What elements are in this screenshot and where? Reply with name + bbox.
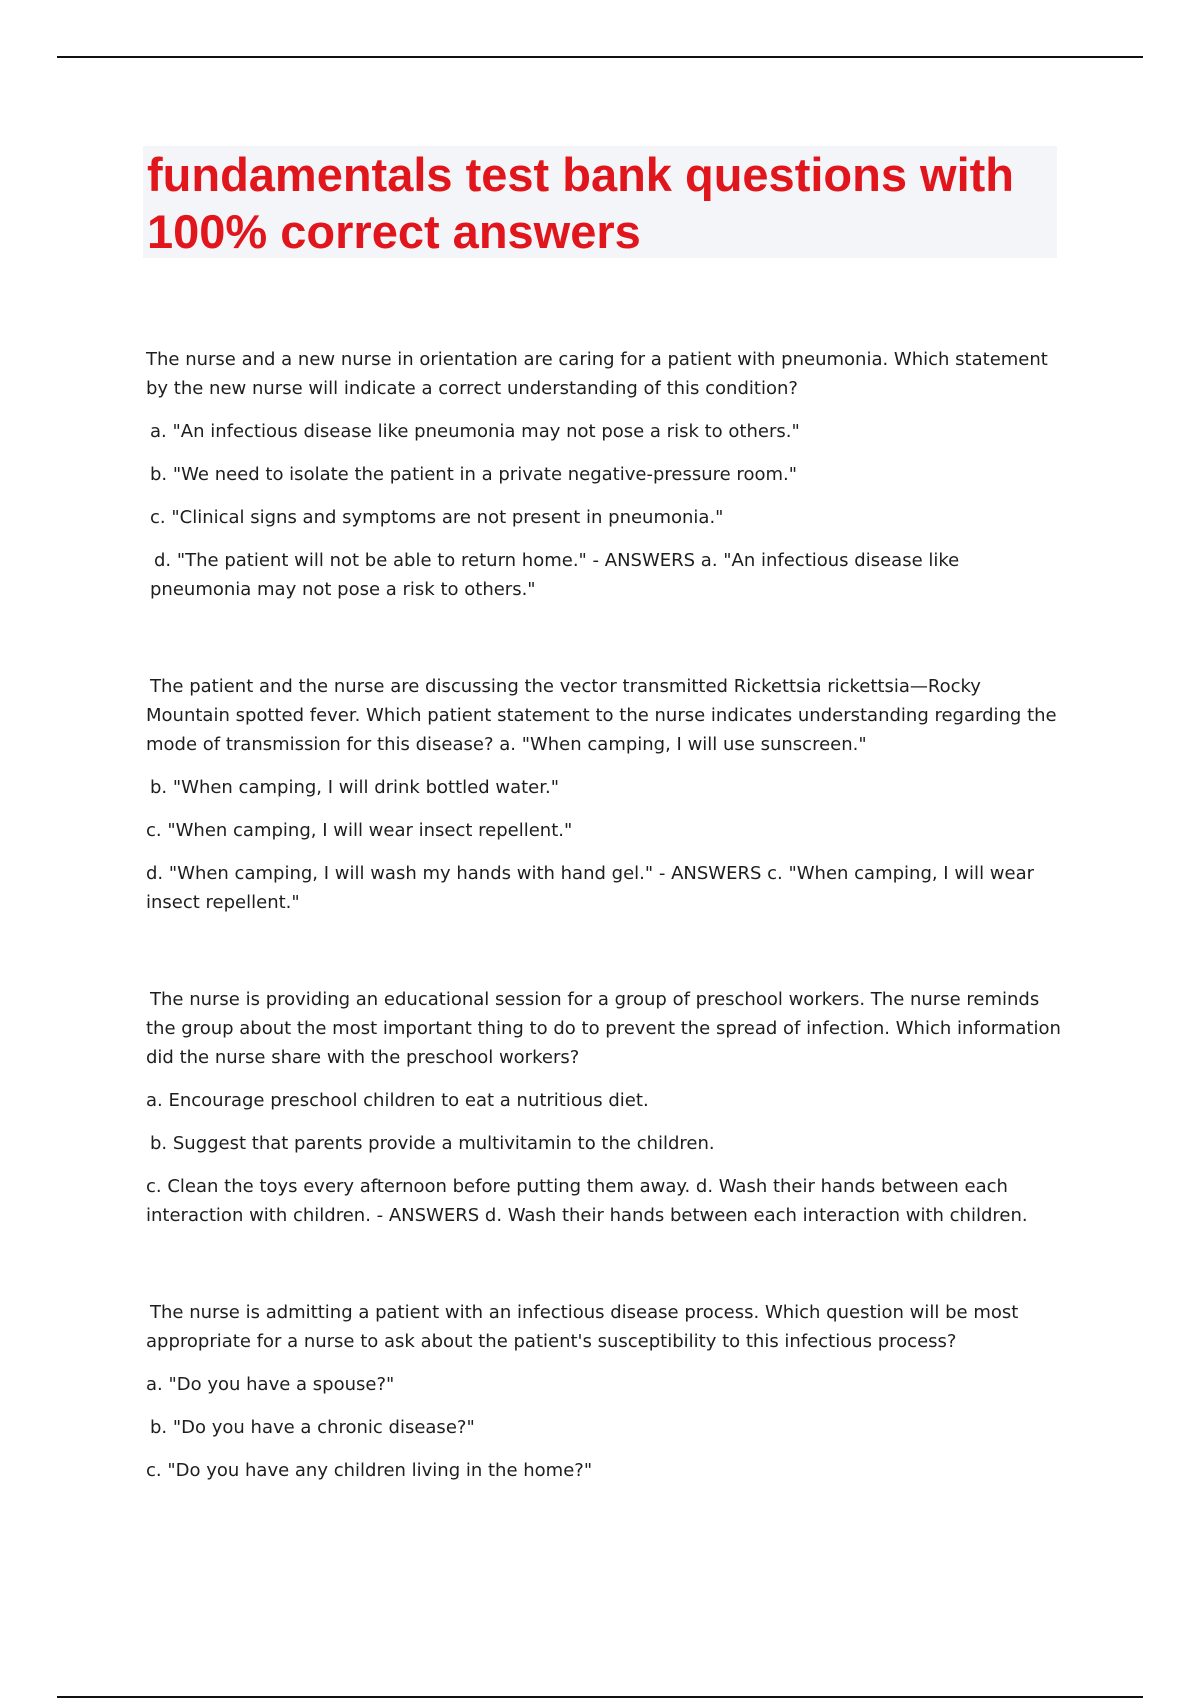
question-stem: The nurse is providing an educational session for a group of preschool workers. The nurse reminds the group about the most important thing to do to prevent the spread of infection. Which information did the nurse share with the preschool workers? bbox=[146, 989, 1061, 1068]
question-stem: The patient and the nurse are discussing the vector transmitted Rickettsia rickettsia—Rocky Mountain spotted fever. Which patient statement to the nurse indicates understanding regarding the mode of transmission for this disease? a. "When camping, I will use sunscreen." bbox=[146, 676, 1057, 755]
question-3 bbox=[146, 985, 1066, 1230]
answer-option: a. "Do you have a spouse?" bbox=[146, 1374, 395, 1395]
question-1 bbox=[146, 345, 1066, 604]
answer-option: a. "An infectious disease like pneumonia may not pose a risk to others." bbox=[150, 421, 800, 442]
answer-option: a. Encourage preschool children to eat a nutritious diet. bbox=[146, 1090, 649, 1111]
answer-option-with-answer: d. "When camping, I will wash my hands with hand gel." - ANSWERS c. "When camping, I will wear insect repellent." bbox=[146, 863, 1035, 913]
question-4 bbox=[146, 1298, 1066, 1485]
answer-option: c. "Clinical signs and symptoms are not present in pneumonia." bbox=[150, 507, 724, 528]
answer-option: b. "We need to isolate the patient in a private negative-pressure room." bbox=[150, 464, 797, 485]
question-stem: The nurse and a new nurse in orientation are caring for a patient with pneumonia. Which statement by the new nurse will indicate a correct understanding of this condition? bbox=[146, 349, 1048, 399]
question-stem: The nurse is admitting a patient with an infectious disease process. Which question will be most appropriate for a nurse to ask about the patient's susceptibility to this infectious process? bbox=[146, 1302, 1019, 1352]
answer-option-with-answer: d. "The patient will not be able to return home." - ANSWERS a. "An infectious disease like pneumonia may not pose a risk to others." bbox=[150, 550, 960, 600]
answer-option: b. Suggest that parents provide a multivitamin to the children. bbox=[150, 1133, 715, 1154]
question-list bbox=[146, 345, 1066, 1553]
title-banner bbox=[143, 146, 1057, 258]
answer-option-with-answer: c. Clean the toys every afternoon before putting them away. d. Wash their hands between each interaction with children. - ANSWERS d. Wash their hands between each interaction with children. bbox=[146, 1176, 1028, 1226]
answer-option: c. "When camping, I will wear insect repellent." bbox=[146, 820, 573, 841]
top-rule bbox=[57, 56, 1143, 58]
bottom-rule bbox=[57, 1696, 1143, 1698]
answer-option: b. "When camping, I will drink bottled water." bbox=[150, 777, 559, 798]
answer-option: b. "Do you have a chronic disease?" bbox=[150, 1417, 475, 1438]
answer-option: c. "Do you have any children living in the home?" bbox=[146, 1460, 593, 1481]
question-2 bbox=[146, 672, 1066, 917]
document-title: fundamentals test bank questions with 100% correct answers bbox=[147, 148, 1014, 258]
